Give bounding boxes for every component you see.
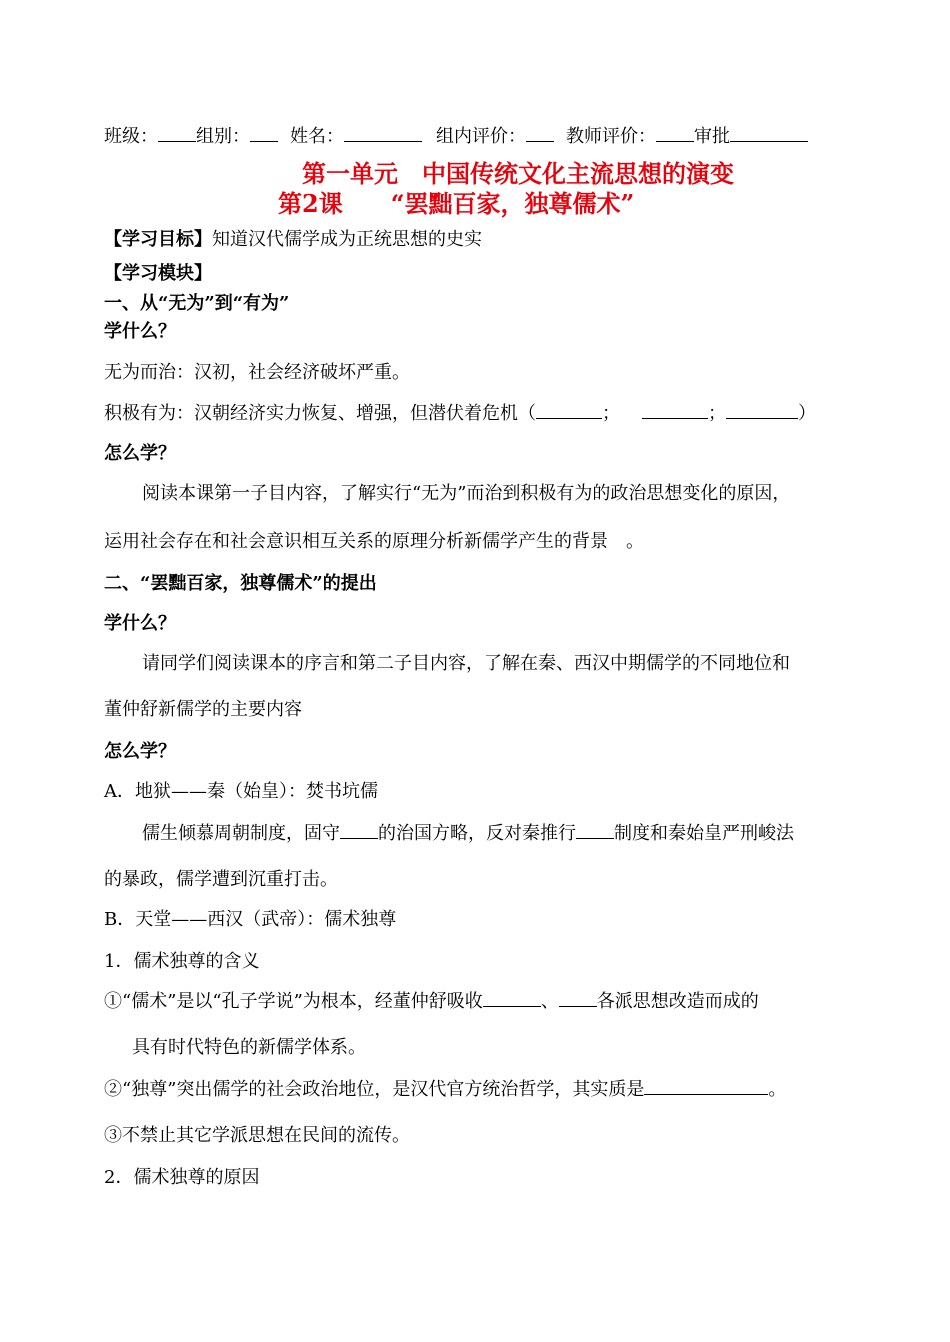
approve-blank[interactable]	[730, 125, 808, 142]
group-blank[interactable]	[250, 125, 278, 142]
class-blank[interactable]	[158, 125, 196, 142]
section1-para-line2: 运用社会存在和社会意识相互关系的原理分析新儒学产生的背景 。	[104, 531, 644, 552]
policy-blank[interactable]	[340, 822, 378, 839]
section1-line2-suffix: ）	[798, 403, 816, 424]
item1-a-line1	[104, 990, 759, 1014]
a-line1-part2: 的治国方略，反对秦推行	[378, 823, 576, 844]
objective-label: 【学习目标】	[104, 229, 212, 250]
approve-label: 审批	[694, 126, 730, 147]
name-label: 姓名：	[290, 126, 344, 147]
item1-a-line2: 具有时代特色的新儒学体系。	[132, 1037, 366, 1058]
section2-para-line1: 请同学们阅读课本的序言和第二子目内容，了解在秦、西汉中期儒学的不同地位和	[142, 653, 790, 674]
section1-heading: 一、从“无为”到“有为”	[104, 293, 290, 314]
section2-para-line2: 董仲舒新儒学的主要内容	[104, 699, 302, 720]
absorb-blank-1[interactable]	[483, 990, 541, 1007]
section1-line1: 无为而治：汉初，社会经济破坏严重。	[104, 362, 410, 383]
item1-b-part2: 。	[768, 1079, 787, 1100]
group-eval-blank[interactable]	[526, 125, 554, 142]
section1-line2	[104, 402, 816, 426]
section2-a-line1	[142, 822, 794, 846]
item1-a-part2: 、	[540, 991, 559, 1012]
item1-a-part3: 各派思想改造而成的	[596, 991, 759, 1012]
section2-heading: 二、“罢黜百家，独尊儒术”的提出	[104, 573, 377, 594]
separator-1: ；	[602, 403, 620, 424]
item1-c-line: ③不禁止其它学派思想在民间的流传。	[104, 1125, 410, 1146]
lesson-title: 第2课 “罢黜百家，独尊儒术”	[278, 189, 635, 218]
group-eval-label: 组内评价：	[436, 126, 526, 147]
system-blank[interactable]	[576, 822, 614, 839]
a-line1-part3: 制度和秦始皇严刑峻法	[614, 823, 794, 844]
section2-a-heading: A．地狱——秦（始皇）：焚书坑儒	[104, 781, 378, 802]
section1-para-line1: 阅读本课第一子目内容，了解实行“无为”而治到积极有为的政治思想变化的原因，	[142, 483, 791, 504]
name-blank[interactable]	[344, 125, 422, 142]
teacher-eval-blank[interactable]	[656, 125, 694, 142]
group-label: 组别：	[196, 126, 250, 147]
section2-what-label: 学什么？	[104, 613, 176, 634]
section2-how-label: 怎么学？	[104, 741, 176, 762]
unit-title: 第一单元 中国传统文化主流思想的演变	[302, 159, 734, 188]
header-row	[104, 125, 808, 149]
objective-row	[104, 228, 482, 252]
section2-a-line2: 的暴政，儒学遭到沉重打击。	[104, 869, 338, 890]
teacher-eval-label: 教师评价：	[566, 126, 656, 147]
a-line1-part1: 儒生倾慕周朝制度，固守	[142, 823, 340, 844]
module-label: 【学习模块】	[104, 263, 212, 284]
separator-2: ；	[708, 403, 726, 424]
section2-b-heading: B．天堂——西汉（武帝）：儒术独尊	[104, 909, 397, 930]
section1-line2-prefix: 积极有为：汉朝经济实力恢复、增强，但潜伏着危机（	[104, 403, 536, 424]
crisis-blank-3[interactable]	[726, 402, 798, 419]
section1-what-label: 学什么？	[104, 321, 176, 342]
item1-b-part1: ②“独尊”突出儒学的社会政治地位，是汉代官方统治哲学，其实质是	[104, 1079, 645, 1100]
essence-blank[interactable]	[644, 1078, 768, 1095]
crisis-blank-2[interactable]	[642, 402, 708, 419]
item1-b-line	[104, 1078, 786, 1102]
class-label: 班级：	[104, 126, 158, 147]
item1-heading: 1．儒术独尊的含义	[104, 951, 260, 972]
crisis-blank-1[interactable]	[536, 402, 602, 419]
absorb-blank-2[interactable]	[559, 990, 597, 1007]
item2-heading: 2．儒术独尊的原因	[104, 1167, 260, 1188]
section1-how-label: 怎么学？	[104, 443, 176, 464]
objective-text: 知道汉代儒学成为正统思想的史实	[212, 229, 482, 250]
item1-a-part1: ①“儒术”是以“孔子学说”为根本，经董仲舒吸收	[104, 991, 483, 1012]
